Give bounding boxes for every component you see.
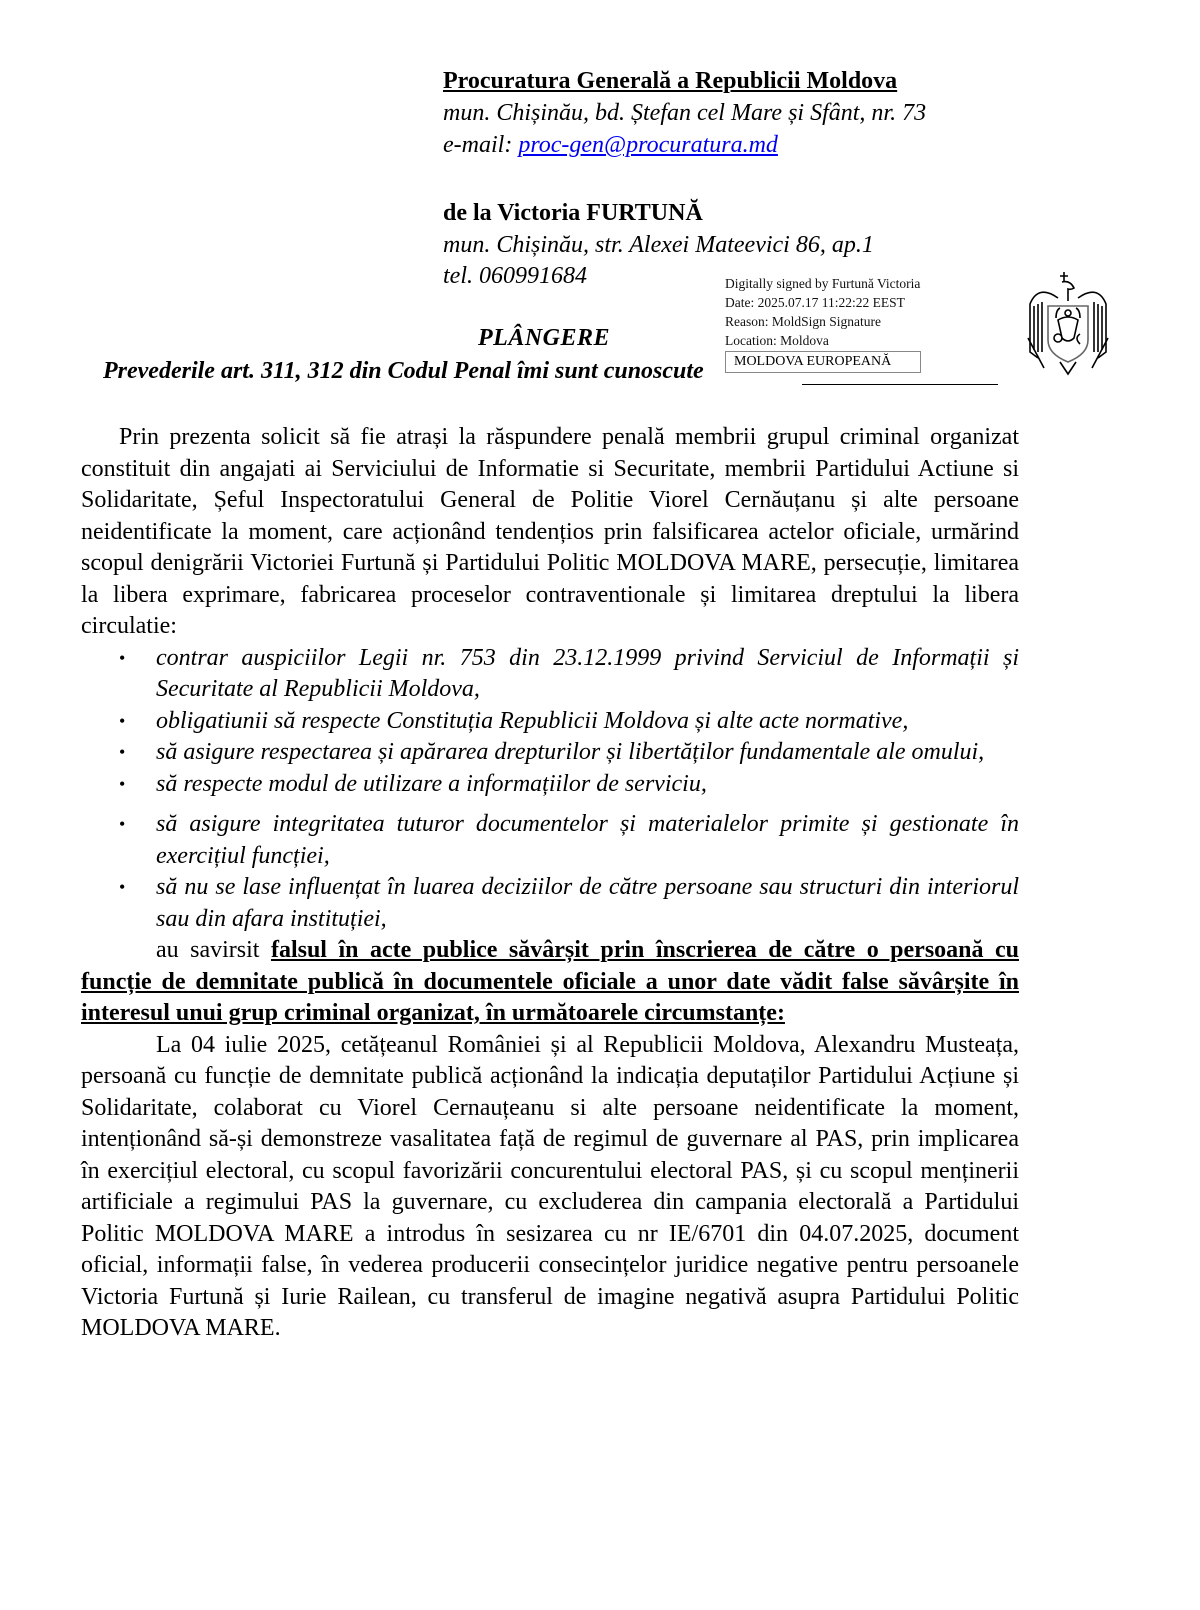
bullet-icon: • — [119, 814, 126, 834]
list-item: • să asigure respectarea și apărarea drepturilor și libertăților fundamentale ale omului, — [81, 737, 1019, 769]
recipient-email-line — [443, 130, 778, 161]
bullet-icon: • — [119, 877, 126, 897]
signature-reason: Reason: MoldSign Signature — [725, 314, 881, 329]
document-title: PLÂNGERE — [478, 325, 611, 351]
document-subtitle: Prevederile art. 311, 312 din Codul Penal îmi sunt cunoscute — [103, 358, 704, 384]
facts-paragraph: La 04 iulie 2025, cetățeanul României și al Republicii Moldova, Alexandru Musteața, persoană cu funcție de demnitate publică acționând la indicația deputaților Partidului Acțiune și Solidaritate, colaborat cu Viorel Cernauțeanu si alte persoane neidentificate la moment, intenționând să-și demonstreze vasalitatea față de regimul de guvernare al PAS, prin implicarea în exercițiul electoral, cu scopul favorizării concurentului electoral PAS, și cu scopul menținerii artificiale a regimului PAS la guvernare, cu excluderea din campania electorală a Partidului Politic MOLDOVA MARE a introdus în sesizarea cu nr IE/6701 din 04.07.2025, document oficial, informații false, în vederea producerii consecințelor juridice negative pentru persoanele Victoria Furtună și Iurie Railean, cu transferul de imagine negativă asupra Partidului Politic MOLDOVA MARE. — [81, 1031, 1019, 1341]
list-item: • să respecte modul de utilizare a informațiilor de serviciu, — [81, 769, 1019, 801]
bullet-icon: • — [119, 742, 126, 762]
signature-signed-by: Digitally signed by Furtună Victoria — [725, 276, 921, 291]
list-item: • să asigure integritatea tuturor documentelor și materialelor primite și gestionate în exercițiul funcției, — [119, 811, 1019, 869]
email-link[interactable]: proc-gen@procuratura.md — [518, 132, 778, 158]
obligations-list — [81, 643, 1019, 936]
list-item: • obligatiunii să respecte Constituția Republicii Moldova și alte acte normative, — [81, 706, 1019, 738]
sender-phone: tel. 060991684 — [443, 263, 587, 289]
list-item: • contrar auspiciilor Legii nr. 753 din 23.12.1999 privind Serviciul de Informații și Securitate al Republicii Moldova, — [119, 644, 1019, 702]
recipient-name: Procuratura Generală a Republicii Moldova — [443, 68, 898, 94]
charge-paragraph — [81, 935, 1019, 1030]
bullet-icon: • — [119, 647, 126, 668]
charge-lead: au savirsit — [156, 937, 271, 963]
list-spacer — [81, 800, 1019, 809]
signature-date: Date: 2025.07.17 11:22:22 EEST — [725, 295, 905, 310]
bullet-icon: • — [119, 710, 126, 731]
intro-paragraph: Prin prezenta solicit să fie atrași la răspundere penală membrii grupul criminal organizat constituit din angajati ai Serviciului de Informatie si Securitate, membrii Partidului Actiune si Solidaritate, Șeful Inspectoratului General de Politie Viorel Cernăuțanu și alte persoane neidentificate la moment, care acționând tendențios prin falsificarea actelor oficiale, urmărind scopul denigrării Victoriei Furtună și Partidului Politic MOLDOVA MARE, persecuție, limitarea la libera exprimare, fabricarea proceselor contraventionale și limitarea dreptului la libera circulatie: — [81, 424, 1019, 639]
signature-location: Location: Moldova — [725, 333, 829, 348]
email-label: e-mail: — [443, 132, 519, 158]
bullet-icon: • — [119, 773, 126, 794]
signature-stamp: MOLDOVA EUROPEANĂ — [725, 351, 921, 373]
charge-emphasis: falsul în acte publice săvârșit prin înscrierea de către o persoană cu funcție de demnitate publică în documentele oficiale a unor date vădit false săvârșite în interesul unui grup criminal organizat, în următoarele circumstanțe: — [81, 937, 1019, 1026]
document-body — [81, 422, 1019, 1345]
sender-address: mun. Chișinău, str. Alexei Mateevici 86, ap.1 — [443, 232, 874, 258]
recipient-address: mun. Chișinău, bd. Ștefan cel Mare și Sfânt, nr. 73 — [443, 100, 927, 126]
moldova-coat-of-arms-icon — [1018, 268, 1118, 378]
sender-name: de la Victoria FURTUNĂ — [443, 200, 703, 226]
list-item: • să nu se lase influențat în luarea deciziilor de către persoane sau structuri din interiorul sau din afara instituției, — [119, 874, 1019, 932]
signature-line — [802, 384, 998, 385]
